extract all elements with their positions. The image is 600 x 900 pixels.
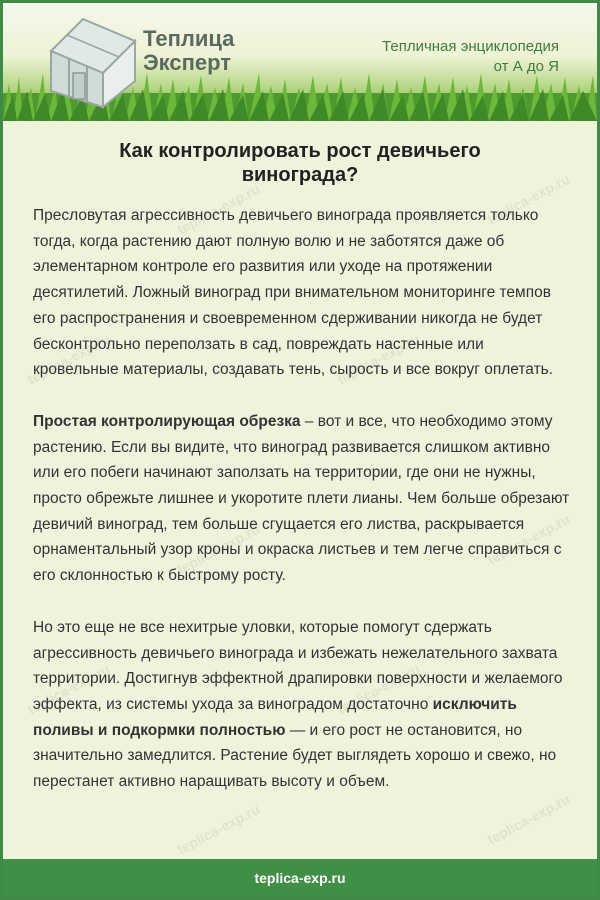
- watermark: teplica-exp.ru: [484, 790, 573, 848]
- watermark: teplica-exp.ru: [174, 520, 263, 578]
- footer-site-link[interactable]: teplica-exp.ru: [254, 870, 346, 886]
- paragraph-2-bold: Простая контролирующая обрезка: [33, 412, 301, 430]
- paragraph-2: [33, 409, 573, 589]
- watermark: teplica-exp.ru: [174, 180, 263, 238]
- brand-line-1: Теплица: [143, 26, 235, 51]
- article-title: Как контролировать рост девичьего винограда?: [119, 140, 481, 186]
- tagline-line-2: от А до Я: [493, 58, 559, 75]
- watermark: teplica-exp.ru: [24, 330, 113, 388]
- greenhouse-logo-icon: [43, 11, 143, 109]
- paragraph-3-start: Но это еще не все нехитрые уловки, которые помогут сдержать агрессивность девичьего винограда и избежать нежелательного захвата территории. Достигнув эффектной драпировки поверхности и желаемого эффекта, из системы ухода за виноградом достаточно: [33, 618, 563, 713]
- brand-line-2: Эксперт: [143, 50, 232, 75]
- paragraph-3-bold: исключить поливы и подкормки полностью: [33, 695, 517, 739]
- paragraph-1: Пресловутая агрессивность девичьего винограда проявляется только тогда, когда растению дают полную волю и не заботятся даже об элементарном контроле его развития или уходе на протяжении десятилетий. Ложный виноград при внимательном мониторинге темпов его распространения и своевременном сдерживании никогда не будет бесконтрольно переползать в сад, повреждать настенные или кровельные материалы, создавать тень, сырость и все вокруг оплетать.: [33, 207, 554, 379]
- watermark: teplica-exp.ru: [24, 660, 113, 718]
- article-body: [33, 203, 573, 821]
- paragraph-3: [33, 615, 573, 795]
- watermark: teplica-exp.ru: [484, 510, 573, 568]
- header-tagline: [382, 37, 559, 77]
- watermark: teplica-exp.ru: [484, 170, 573, 228]
- header-banner: [3, 3, 597, 121]
- tagline-line-1: Тепличная энциклопедия: [382, 38, 559, 55]
- brand-logo-text: [143, 27, 234, 75]
- footer-bar: [3, 859, 597, 897]
- watermark: teplica-exp.ru: [174, 800, 263, 858]
- paragraph-2-text: – вот и все, что необходимо этому растению. Если вы видите, что виноград развивается слишком активно или его побеги начинают заползать на территории, где они не нужны, просто обрежьте лишнее и укоротите плети лианы. Чем больше обрезают девичий виноград, тем больше сгущается его листва, раскрывается орнаментальный узор кроны и окраска листьев и тем легче справиться с его склонностью к быстрому росту.: [33, 412, 570, 585]
- paragraph-3-end: — и его рост не остановится, но значительно замедлится. Растение будет выглядеть хорошо и свежо, но перестанет активно наращивать высоту и объем.: [33, 721, 557, 791]
- watermark: teplica-exp.ru: [334, 660, 423, 718]
- watermark: teplica-exp.ru: [334, 330, 423, 388]
